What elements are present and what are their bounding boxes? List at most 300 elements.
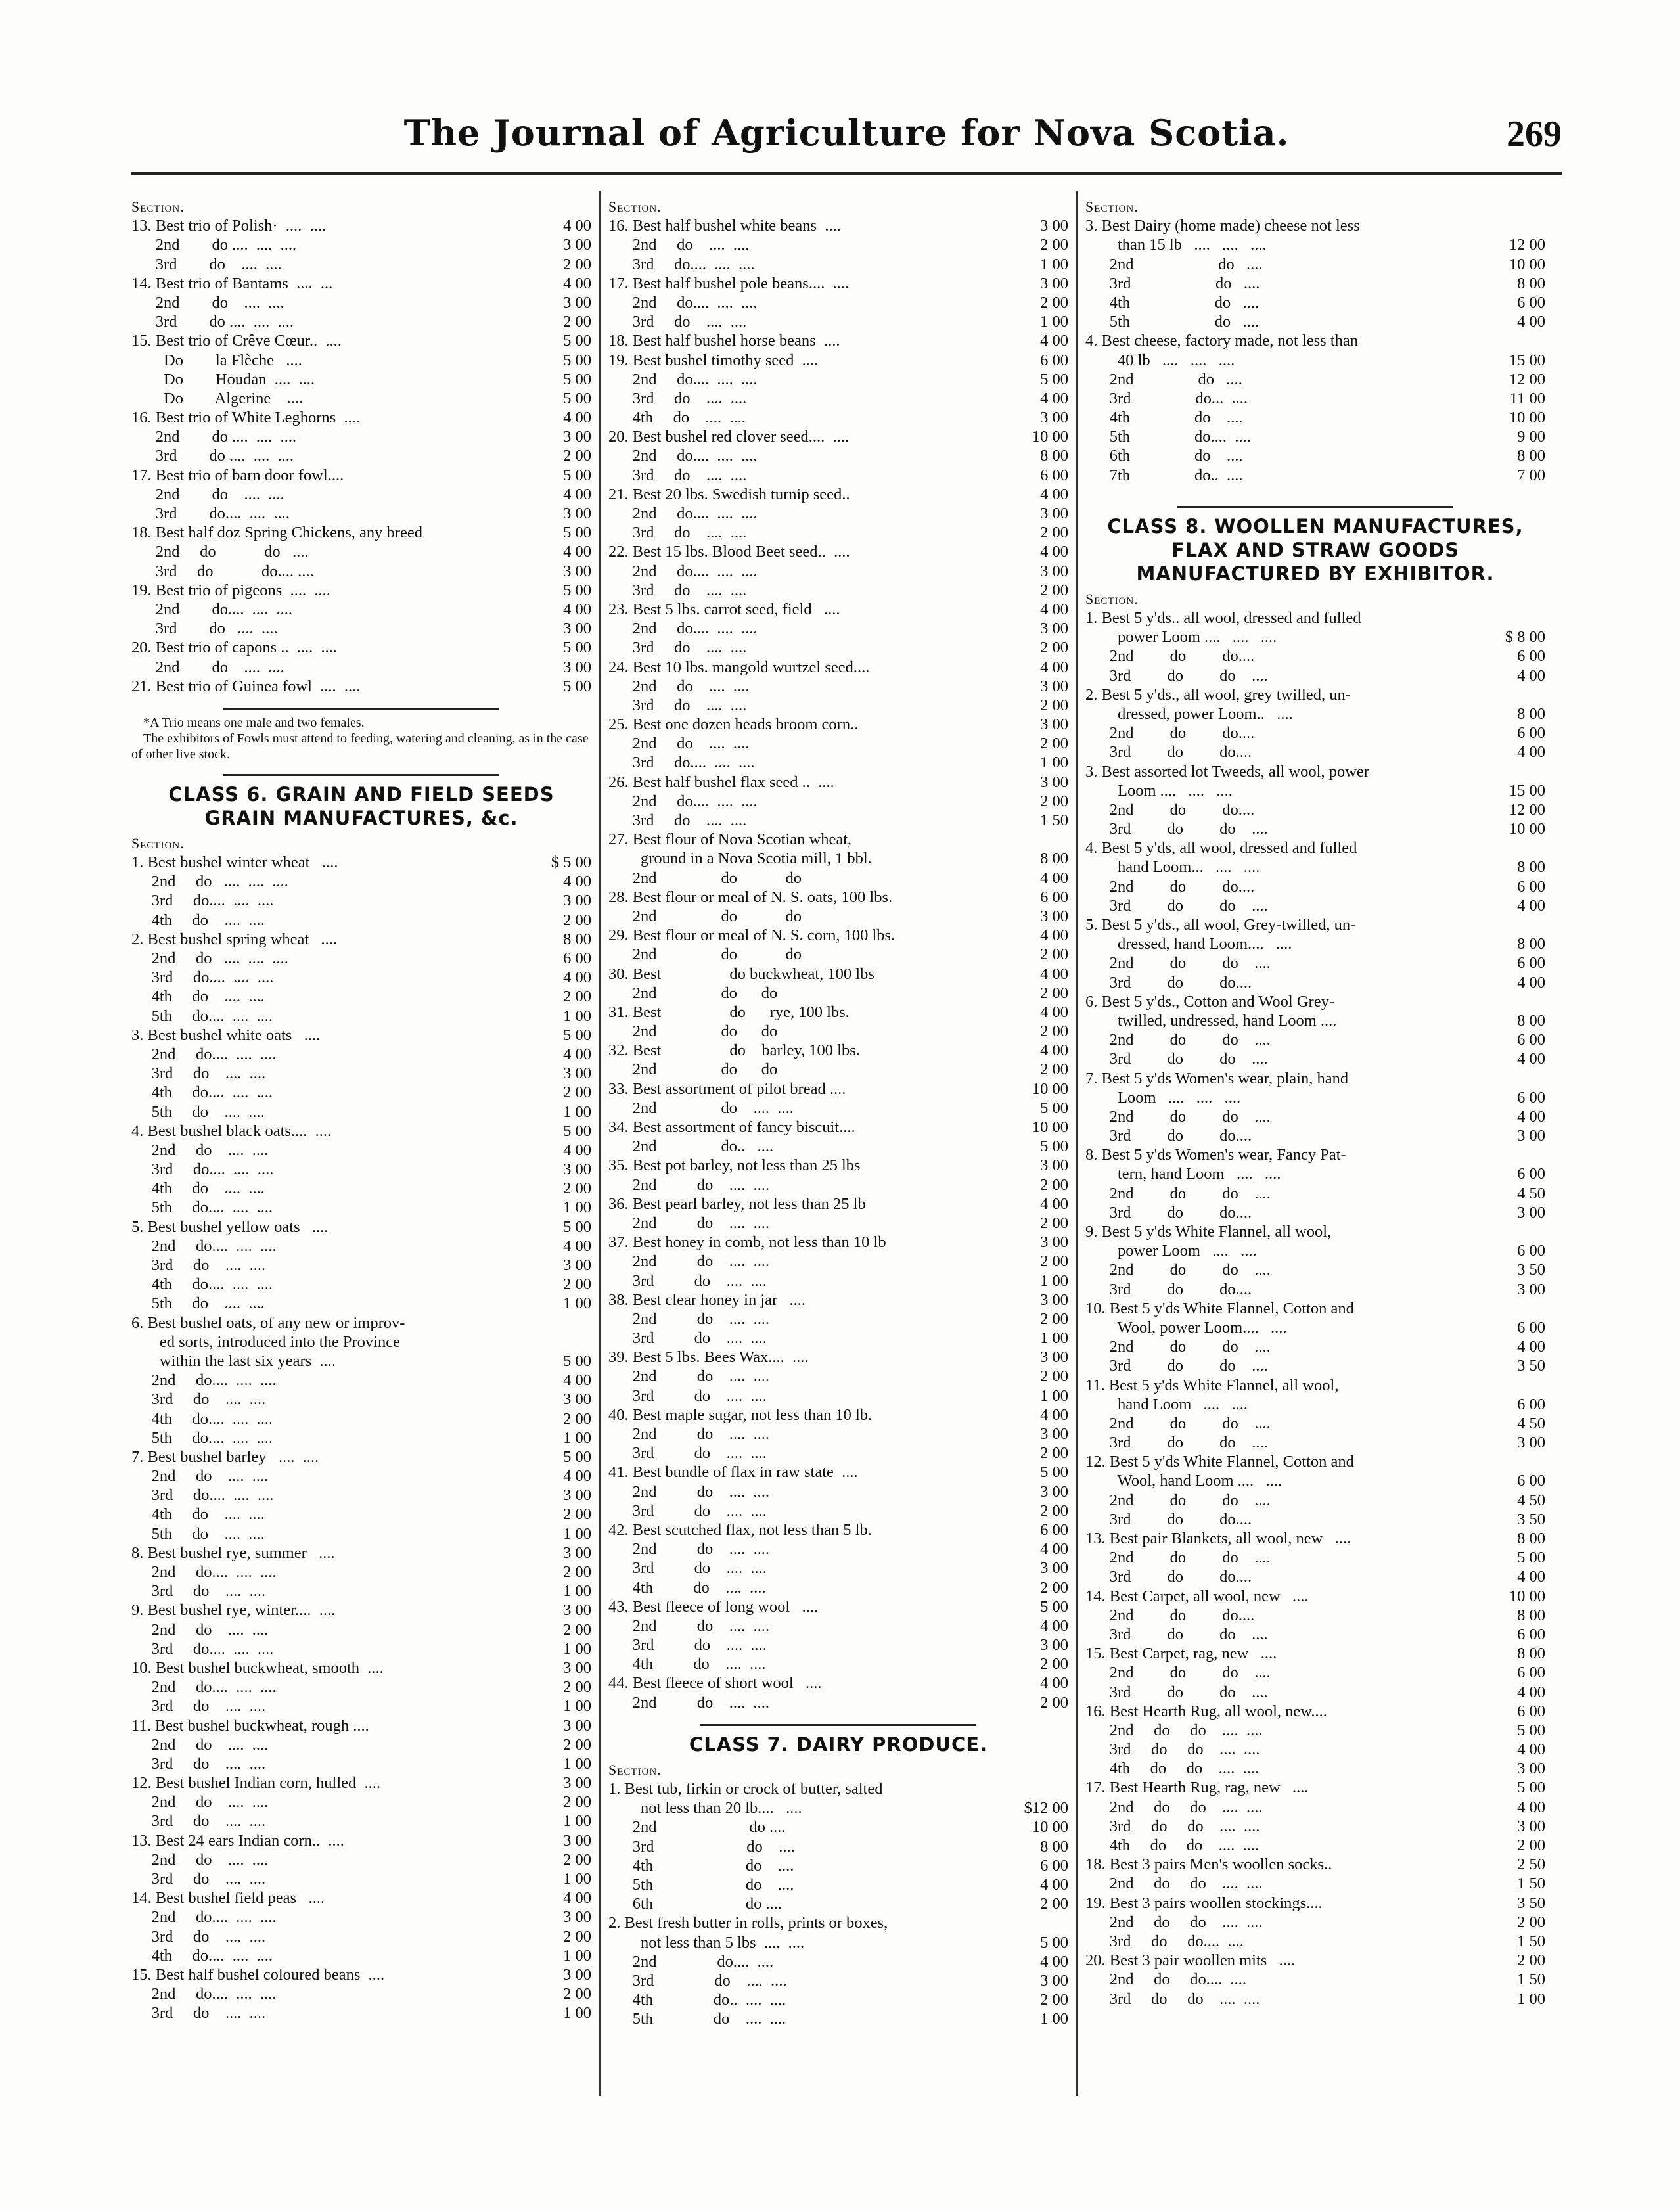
prize-amount: 4 00: [1040, 658, 1068, 676]
prize-amount: 3 00: [1040, 1482, 1068, 1501]
prize-row: [608, 485, 1068, 504]
prize-description: 7th do.. ....: [1085, 466, 1243, 484]
prize-description: power Loom .... ....: [1085, 1242, 1257, 1260]
prize-row: [1085, 1817, 1545, 1836]
prize-amount: 2 00: [1040, 1655, 1068, 1674]
prize-row: [131, 466, 591, 485]
prize-description: 4th do .... ....: [131, 988, 265, 1006]
prize-row: [131, 1007, 591, 1026]
prize-row: [608, 849, 1068, 868]
prize-description: 2nd do .... ....: [131, 1620, 269, 1639]
prize-row: [608, 1348, 1068, 1367]
prize-amount: 8 00: [1517, 935, 1545, 953]
prize-description: 2nd do do ....: [1085, 1261, 1271, 1279]
prize-amount: 10 00: [1509, 409, 1545, 427]
prize-amount: 2 00: [563, 1275, 591, 1294]
prize-row: [131, 1237, 591, 1256]
prize-row: [1085, 1107, 1545, 1126]
prize-description: 3rd do do....: [1085, 1280, 1252, 1298]
prize-amount: 3 00: [1040, 1290, 1068, 1309]
prize-amount: 4 00: [1517, 896, 1545, 915]
prize-amount: 5 00: [563, 581, 591, 599]
prize-row: [608, 984, 1068, 1003]
prize-amount: 2 00: [1040, 946, 1068, 964]
prize-row: [608, 945, 1068, 964]
prize-description: 22. Best 15 lbs. Blood Beet seed.. ....: [608, 543, 850, 561]
prize-amount: 2 00: [563, 1735, 591, 1754]
prize-amount: 2 00: [1040, 1310, 1068, 1328]
prize-amount: 3 00: [1040, 505, 1068, 522]
prize-amount: 4 00: [1517, 1798, 1545, 1816]
prize-description: 3rd do do ....: [1085, 1683, 1268, 1701]
prize-row: [608, 888, 1068, 907]
prize-row: [1085, 1452, 1545, 1471]
prize-row: [1085, 1740, 1545, 1759]
prize-row: [1085, 1548, 1545, 1567]
prize-row: [131, 504, 591, 523]
prize-row: [1085, 1299, 1545, 1318]
prize-description: 2nd do.. ....: [608, 1137, 774, 1156]
prize-amount: 3 00: [1040, 773, 1068, 791]
prize-description: 3rd do do....: [1085, 973, 1252, 992]
prize-row: [608, 255, 1068, 274]
prize-amount: 1 00: [1040, 2010, 1068, 2028]
prize-description: 2nd do do ....: [1085, 1184, 1271, 1202]
prize-row: [1085, 446, 1545, 465]
prize-description: 7. Best bushel barley .... ....: [131, 1447, 319, 1466]
prize-row: [131, 930, 591, 949]
prize-description: 32. Best do barley, 100 lbs.: [608, 1041, 860, 1060]
prize-amount: 4 00: [1040, 485, 1068, 503]
prize-amount: 4 00: [1040, 1041, 1068, 1060]
prize-amount: $ 8 00: [1505, 628, 1545, 647]
prize-row: [1085, 1433, 1545, 1452]
prize-description: 20. Best 3 pair woollen mits ....: [1085, 1951, 1296, 1970]
prize-row: [608, 1933, 1068, 1952]
prize-row: [131, 1409, 591, 1428]
prize-row: [1085, 1932, 1545, 1951]
prize-amount: 1 50: [1517, 1875, 1545, 1893]
prize-row: [131, 562, 591, 581]
prize-amount: 3 00: [1040, 409, 1068, 427]
prize-amount: 6 00: [1517, 647, 1545, 666]
prize-row: [1085, 1356, 1545, 1375]
prize-description: 19. Best 3 pairs woollen stockings....: [1085, 1894, 1323, 1912]
prize-row: [131, 987, 591, 1006]
prize-amount: 2 00: [1517, 1951, 1545, 1970]
prize-description: 3rd do .... ....: [608, 389, 747, 407]
prize-description: 4th do .... ....: [608, 409, 746, 427]
prize-amount: 5 00: [563, 1122, 591, 1140]
prize-amount: 4 50: [1517, 1414, 1545, 1432]
prize-description: 2. Best fresh butter in rolls, prints or boxes,: [608, 1914, 888, 1932]
prize-description: 2nd do .... ....: [608, 1425, 769, 1443]
prize-amount: 3 00: [563, 505, 591, 522]
prize-row: [1085, 819, 1545, 838]
prize-description: 3rd do.... .... ....: [608, 255, 755, 273]
prize-description: 3rd do do.... ....: [131, 562, 314, 580]
prize-row: [608, 1060, 1068, 1079]
prize-row: [1085, 1049, 1545, 1068]
header-rule: [131, 172, 1562, 175]
prize-amount: 2 00: [1040, 735, 1068, 753]
prize-description: 3rd do .... .... ....: [131, 447, 294, 465]
prize-row: [1085, 1395, 1545, 1414]
prize-amount: 3 00: [563, 1064, 591, 1083]
prize-row: [608, 1817, 1068, 1836]
prize-row: [1085, 1683, 1545, 1702]
prize-amount: 2 00: [563, 313, 591, 331]
prize-row: [608, 1693, 1068, 1712]
prize-row: [608, 1894, 1068, 1913]
prize-description: 5th do .... ....: [131, 1103, 265, 1121]
prize-row: [608, 1837, 1068, 1856]
prize-row: [608, 351, 1068, 370]
prize-amount: 1 00: [1040, 255, 1068, 273]
prize-amount: 2 00: [1040, 696, 1068, 714]
prize-description: 6. Best 5 y'ds., Cotton and Wool Grey-: [1085, 992, 1334, 1011]
prize-amount: 5 00: [563, 677, 591, 695]
prize-row: [608, 1597, 1068, 1616]
prize-row: [131, 235, 591, 254]
prize-description: 9. Best bushel rye, winter.... ....: [131, 1601, 336, 1620]
prize-description: 26. Best half bushel flax seed .. ....: [608, 773, 834, 791]
prize-row: [608, 753, 1068, 772]
prize-row: [131, 1256, 591, 1275]
prize-description: 14. Best Carpet, all wool, new ....: [1085, 1587, 1309, 1605]
prize-row: [131, 1620, 591, 1639]
prize-amount: 6 00: [1517, 1031, 1545, 1049]
prize-amount: 2 00: [563, 1793, 591, 1812]
prize-amount: 3 00: [563, 1256, 591, 1274]
prize-row: [608, 1252, 1068, 1271]
prize-description: 2nd do.... .... ....: [608, 447, 758, 465]
prize-description: 2nd do .... .... ....: [131, 428, 297, 446]
prize-amount: 4 50: [1517, 1491, 1545, 1509]
prize-amount: 4 00: [563, 1045, 591, 1063]
prize-amount: 6 00: [1517, 1472, 1545, 1490]
prize-row: [1085, 762, 1545, 781]
prize-row: [131, 1486, 591, 1505]
prize-row: [608, 869, 1068, 888]
prize-amount: 1 00: [563, 1870, 591, 1888]
prize-description: 28. Best flour or meal of N. S. oats, 100 lbs.: [608, 888, 893, 906]
prize-amount: 2 00: [1040, 1444, 1068, 1463]
prize-amount: 4 00: [563, 217, 591, 235]
prize-amount: 10 00: [1509, 820, 1545, 838]
prize-description: Do Houdan .... ....: [131, 370, 315, 388]
prize-amount: 2 00: [563, 1927, 591, 1946]
prize-amount: 3 00: [1040, 1348, 1068, 1367]
prize-description: 35. Best pot barley, not less than 25 lbs: [608, 1156, 861, 1175]
prize-amount: 5 00: [1040, 1099, 1068, 1117]
prize-description: 44. Best fleece of short wool ....: [608, 1674, 822, 1693]
prize-amount: 3 00: [1517, 1280, 1545, 1298]
prize-amount: 8 00: [1517, 1530, 1545, 1547]
prize-row: [1085, 1184, 1545, 1203]
prize-amount: 3 00: [563, 293, 591, 311]
prize-description: 25. Best one dozen heads broom corn..: [608, 716, 859, 734]
class-heading: CLASS 7. DAIRY PRODUCE.: [689, 1733, 988, 1756]
prize-row: [1085, 1778, 1545, 1797]
prize-row: [608, 907, 1068, 926]
prize-amount: 4 00: [1040, 332, 1068, 350]
prize-amount: 3 00: [1040, 1559, 1068, 1578]
prize-amount: 4 00: [1517, 743, 1545, 762]
prize-row: [131, 523, 591, 542]
prize-description: 3rd do .... ....: [608, 466, 747, 484]
prize-row: [608, 619, 1068, 638]
prize-description: 2nd do do ....: [1085, 1338, 1271, 1356]
prize-amount: 10 00: [1032, 1818, 1068, 1836]
prize-description: 2nd do do.... ....: [1085, 1971, 1246, 1989]
prize-amount: 3 00: [1517, 1203, 1545, 1221]
prize-amount: 3 00: [563, 620, 591, 638]
prize-description: 3rd do .... ....: [608, 1971, 787, 1990]
prize-list-dairy: [608, 1779, 1068, 2028]
prize-row: [608, 1022, 1068, 1041]
prize-amount: 3 00: [1040, 620, 1068, 638]
prize-description: 2nd do do ....: [1085, 1549, 1271, 1567]
footnote: *A Trio means one male and two females.: [143, 715, 365, 730]
page-number: 269: [1507, 114, 1562, 154]
prize-row: [608, 1674, 1068, 1693]
prize-description: 1. Best tub, firkin or crock of butter, salted: [608, 1780, 883, 1798]
prize-row: [1085, 1088, 1545, 1107]
prize-amount: 3 00: [563, 1716, 591, 1735]
prize-description: 5. Best bushel yellow oats ....: [131, 1218, 329, 1236]
prize-row: [608, 1118, 1068, 1137]
prize-row: [131, 331, 591, 350]
prize-amount: 2 00: [1517, 1913, 1545, 1931]
prize-amount: 4 00: [1517, 1107, 1545, 1126]
prize-description: 2nd do .... ....: [131, 1735, 269, 1754]
prize-row: [608, 1952, 1068, 1971]
prize-description: 20. Best bushel red clover seed.... ....: [608, 428, 850, 446]
prize-amount: 6 00: [1517, 1702, 1545, 1720]
prize-amount: 3 00: [563, 1601, 591, 1620]
prize-amount: 5 00: [563, 524, 591, 542]
footnote: The exhibitors of Fowls must attend to feeding, watering and cleaning, as in the case of other live stock.: [131, 731, 589, 762]
prize-amount: 5 00: [1517, 1721, 1545, 1739]
prize-description: 2nd do.... .... ....: [608, 293, 758, 311]
prize-amount: 2 00: [1040, 1214, 1068, 1232]
prize-description: 19. Best bushel timothy seed ....: [608, 351, 819, 369]
prize-row: [131, 1562, 591, 1582]
prize-row: [131, 1294, 591, 1313]
prize-row: [131, 389, 591, 408]
prize-row: [1085, 1913, 1545, 1932]
prize-description: 2nd do do: [608, 1060, 778, 1079]
prize-row: [131, 1428, 591, 1447]
prize-description: 38. Best clear honey in jar ....: [608, 1290, 806, 1309]
prize-row: [608, 523, 1068, 542]
prize-description: 3rd do .... ....: [131, 1390, 266, 1409]
prize-row: [1085, 1414, 1545, 1433]
prize-row: [131, 619, 591, 638]
prize-description: 2nd do .... ....: [608, 1175, 769, 1194]
prize-row: [1085, 1318, 1545, 1337]
prize-amount: 5 00: [563, 389, 591, 407]
prize-description: 5th do .... ....: [131, 1524, 265, 1543]
prize-amount: 5 00: [563, 1447, 591, 1466]
prize-row: [131, 1352, 591, 1371]
prize-row: [131, 2003, 591, 2022]
prize-description: 11. Best 5 y'ds White Flannel, all wool,: [1085, 1376, 1339, 1394]
prize-description: 2nd do do: [608, 946, 802, 964]
prize-amount: 10 00: [1509, 255, 1545, 273]
prize-row: [608, 1444, 1068, 1463]
prize-row: [1085, 1721, 1545, 1740]
prize-row: [608, 1310, 1068, 1329]
prize-amount: 6 00: [1517, 1318, 1545, 1336]
prize-row: [1085, 1260, 1545, 1279]
divider: [1177, 506, 1453, 508]
prize-description: 13. Best pair Blankets, all wool, new ....: [1085, 1530, 1351, 1547]
prize-amount: 5 00: [563, 1218, 591, 1236]
prize-amount: 2 00: [563, 1083, 591, 1102]
prize-row: [1085, 1222, 1545, 1241]
prize-row: [1085, 896, 1545, 915]
prize-description: 2nd do.... .... ....: [131, 1237, 277, 1255]
prize-description: 2nd do .... ....: [608, 1252, 769, 1271]
prize-amount: 3 00: [563, 1908, 591, 1926]
prize-row: [1085, 1625, 1545, 1644]
prize-description: 2nd do do: [608, 869, 802, 887]
prize-description: 2nd do do....: [1085, 724, 1255, 742]
prize-amount: 2 00: [563, 1505, 591, 1524]
prize-row: [608, 1779, 1068, 1798]
prize-amount: 4 00: [563, 485, 591, 503]
prize-row: [1085, 838, 1545, 857]
prize-description: 4th do .... ....: [131, 911, 265, 929]
prize-description: dressed, hand Loom.... ....: [1085, 935, 1292, 953]
prize-description: Loom .... .... ....: [1085, 1088, 1241, 1106]
prize-amount: 3 00: [1517, 1817, 1545, 1835]
prize-description: 10. Best bushel buckwheat, smooth ....: [131, 1658, 384, 1677]
prize-row: [608, 1875, 1068, 1894]
prize-description: 2nd do.... .... ....: [608, 792, 758, 810]
prize-row: [608, 830, 1068, 849]
prize-row: [608, 389, 1068, 408]
prize-amount: 1 00: [563, 1754, 591, 1773]
prize-description: 2. Best bushel spring wheat ....: [131, 930, 338, 948]
prize-description: 3rd do .... ....: [131, 255, 282, 273]
prize-amount: 2 00: [1040, 1693, 1068, 1712]
divider: [700, 1724, 976, 1726]
prize-amount: 4 00: [1517, 1050, 1545, 1068]
prize-row: [608, 773, 1068, 792]
prize-description: Wool, power Loom.... ....: [1085, 1318, 1287, 1336]
prize-description: Loom .... .... ....: [1085, 781, 1233, 800]
prize-description: 2nd do .... ....: [131, 1793, 269, 1812]
prize-amount: 2 50: [1517, 1856, 1545, 1874]
prize-description: tern, hand Loom .... ....: [1085, 1165, 1281, 1183]
prize-description: 41. Best bundle of flax in raw state ....: [608, 1463, 858, 1482]
prize-row: [1085, 293, 1545, 312]
prize-row: [1085, 1970, 1545, 1989]
prize-amount: 8 00: [1517, 447, 1545, 465]
prize-row: [608, 638, 1068, 657]
prize-amount: 4 00: [563, 409, 591, 427]
prize-row: [131, 542, 591, 561]
prize-description: 31. Best do rye, 100 lbs.: [608, 1003, 850, 1021]
prize-row: [131, 600, 591, 619]
prize-description: 4. Best cheese, factory made, not less than: [1085, 332, 1359, 350]
prize-description: 27. Best flour of Nova Scotian wheat,: [608, 831, 852, 849]
prize-description: 2nd do ....: [608, 1818, 786, 1836]
prize-amount: 2 00: [1040, 1991, 1068, 2009]
prize-description: 2nd do .... ....: [608, 1214, 769, 1232]
prize-description: 3rd do do .... ....: [1085, 1817, 1260, 1835]
prize-row: [1085, 216, 1545, 235]
prize-row: [1085, 389, 1545, 408]
prize-amount: 4 00: [1517, 666, 1545, 685]
prize-row: [1085, 255, 1545, 274]
prize-row: [608, 1214, 1068, 1233]
prize-row: [131, 408, 591, 427]
prize-description: 3rd do do.... ....: [1085, 1932, 1244, 1950]
prize-amount: 3 00: [563, 236, 591, 254]
prize-amount: 4 00: [563, 1237, 591, 1255]
prize-description: 24. Best 10 lbs. mangold wurtzel seed....: [608, 658, 870, 676]
prize-amount: 3 00: [563, 1390, 591, 1409]
prize-amount: 3 00: [563, 562, 591, 580]
prize-amount: 5 00: [563, 351, 591, 369]
prize-row: [1085, 1874, 1545, 1893]
prize-description: 2nd do .... ....: [608, 1367, 769, 1386]
prize-amount: 2 00: [563, 447, 591, 465]
prize-row: [1085, 1069, 1545, 1088]
prize-amount: 8 00: [1517, 1011, 1545, 1030]
prize-row: [131, 255, 591, 274]
prize-description: 33. Best assortment of pilot bread ....: [608, 1080, 846, 1098]
prize-description: 18. Best half bushel horse beans ....: [608, 332, 840, 350]
prize-row: [131, 1907, 591, 1926]
prize-row: [1085, 1836, 1545, 1855]
prize-description: 5th do .... ....: [131, 1294, 265, 1313]
prize-row: [131, 968, 591, 987]
prize-description: 3rd do.... .... ....: [131, 1160, 274, 1179]
prize-row: [1085, 666, 1545, 685]
prize-amount: 6 00: [1040, 1856, 1068, 1875]
prize-description: 3rd do do ....: [1085, 666, 1268, 685]
prize-description: 3rd do ....: [1085, 274, 1260, 292]
prize-description: 1. Best 5 y'ds.. all wool, dressed and fulled: [1085, 609, 1361, 627]
prize-amount: 2 00: [1040, 792, 1068, 810]
prize-row: [131, 1658, 591, 1677]
prize-amount: 4 00: [563, 873, 591, 891]
prize-amount: 2 00: [1040, 293, 1068, 311]
prize-row: [608, 600, 1068, 619]
prize-description: 2nd do.... .... ....: [131, 600, 292, 618]
prize-description: 4th do do .... ....: [1085, 1836, 1260, 1854]
prize-description: 5th do .... ....: [608, 2010, 786, 2028]
prize-description: 16. Best trio of White Leghorns ....: [131, 409, 360, 427]
prize-amount: 1 00: [563, 1524, 591, 1543]
prize-description: 3rd do.... .... ....: [131, 1486, 274, 1505]
prize-description: 6th do ....: [1085, 447, 1243, 465]
prize-description: 2nd do do ....: [1085, 1664, 1271, 1682]
prize-amount: 8 00: [1040, 447, 1068, 465]
prize-row: [1085, 685, 1545, 704]
prize-row: [131, 1601, 591, 1620]
prize-list-cheese: [1085, 216, 1545, 485]
prize-description: 3. Best Dairy (home made) cheese not less: [1085, 217, 1360, 235]
prize-description: 2nd do .... ....: [131, 485, 284, 503]
prize-row: [131, 1064, 591, 1083]
prize-description: Wool, hand Loom .... ....: [1085, 1472, 1283, 1490]
